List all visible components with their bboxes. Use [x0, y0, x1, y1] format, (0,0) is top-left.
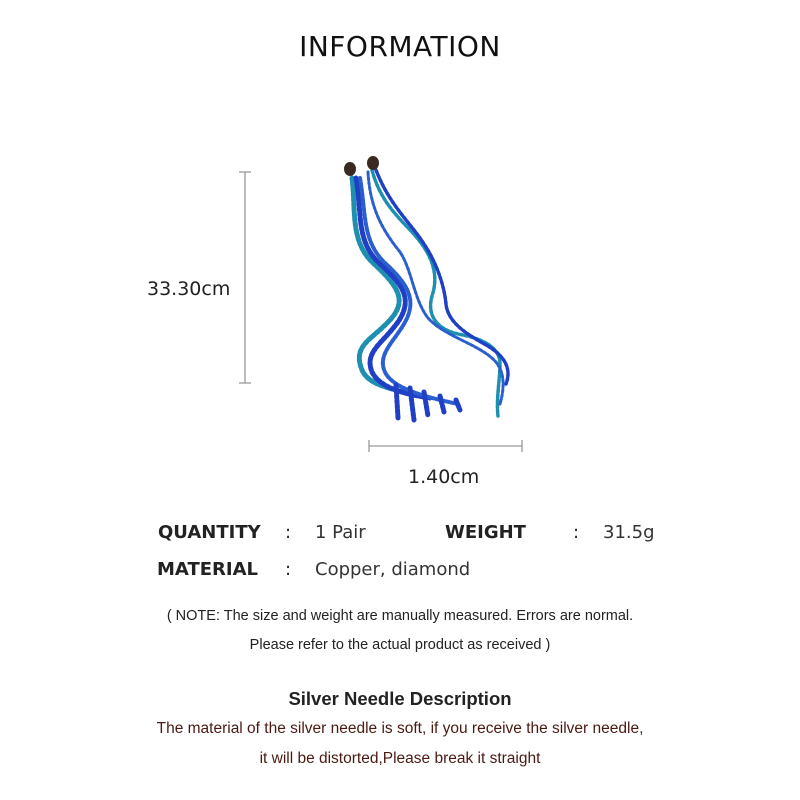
description-line-2: it will be distorted,Please break it straight — [259, 750, 541, 767]
material-value: Copper, diamond — [315, 559, 471, 580]
height-ruler — [239, 172, 251, 383]
page-title: INFORMATION — [299, 30, 501, 63]
width-dimension-label: 1.40cm — [408, 466, 480, 488]
material-label: MATERIAL — [157, 559, 258, 580]
quantity-value: 1 Pair — [315, 522, 366, 543]
spec-row-quantity-weight — [0, 522, 800, 548]
weight-separator: : — [573, 522, 580, 543]
height-dimension-label: 33.30cm — [147, 278, 231, 300]
material-separator: : — [285, 559, 292, 580]
description-line-1: The material of the silver needle is soft, if you receive the silver needle, — [156, 720, 644, 737]
quantity-separator: : — [285, 522, 292, 543]
note-line-2: Please refer to the actual product as received ) — [249, 637, 551, 653]
spec-row-material — [0, 559, 800, 585]
weight-value: 31.5g — [603, 522, 655, 543]
quantity-label: QUANTITY — [158, 522, 261, 543]
note-line-1: ( NOTE: The size and weight are manually measured. Errors are normal. — [166, 608, 634, 624]
width-ruler — [369, 440, 522, 452]
tassel-earring-image — [344, 156, 508, 420]
description-title: Silver Needle Description — [288, 688, 512, 709]
weight-label: WEIGHT — [445, 522, 526, 543]
